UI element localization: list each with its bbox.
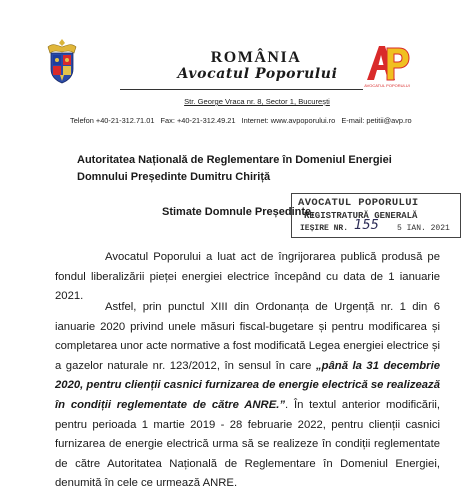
contact-line — [70, 116, 440, 125]
recipient-authority: Autoritatea Națională de Reglementare în Domeniul Energiei — [77, 154, 392, 166]
country-title: ROMÂNIA — [210, 49, 302, 66]
paragraph-2-end: . În textul anterior modificării, pentru perioada 1 martie 2019 - 28 februarie 2022, pentru clienții casnici furnizarea de energie electrică urma să se realizeze în condiții reglementate de către Autoritatea Națională de Reglementare în Domeniul Energiei, denumită în cele ce urmează ANRE. — [55, 398, 441, 490]
stamp-title: AVOCATUL POPORULUI — [298, 197, 419, 209]
fax-number: Fax: +40-21-312.49.21 — [160, 116, 236, 125]
institution-title: Avocatul Poporului — [177, 66, 338, 82]
header-divider — [120, 89, 393, 90]
stamp-date: 5 IAN. 2021 — [397, 224, 450, 233]
stamp-registry: REGISTRATURĂ GENERALĂ — [304, 211, 418, 221]
avp-logo-icon — [363, 40, 411, 90]
romania-coat-of-arms-icon — [46, 37, 78, 85]
stamp-number: 155 — [354, 218, 379, 233]
recipient-person: Domnului Președinte Dumitru Chiriță — [77, 171, 271, 183]
website-link[interactable]: Internet: www.avpoporului.ro — [241, 116, 336, 125]
registry-stamp — [291, 193, 461, 238]
email-link[interactable]: E-mail: petitii@avp.ro — [341, 116, 412, 125]
paragraph-2-start: Astfel, prin punctul XIII din Ordonanța de Urgență nr. 1 din 6 ianuarie 2020 privind unele măsuri fiscal-bugetare și pentru modificarea și completarea unor acte normative a fost modificată Legea energiei electrice și a gazelor naturale nr. 123/2012, în sensul în care — [55, 301, 440, 372]
phone-number: Telefon +40-21-312.71.01 — [70, 116, 155, 125]
paragraph-2-quote: „până la 31 decembrie 2020, pentru clienții casnici furnizarea de energie electrică se realizează în condiții reglementate de către ANRE.” — [55, 359, 440, 411]
paragraph-1-text: Avocatul Poporului a luat act de îngrijorarea publică produsă pe fondul liberalizării pieței energiei electrice începând cu data de 1 ianuarie 2021. — [55, 251, 440, 303]
logo-caption: AVOCATUL POPORULUI — [364, 83, 410, 88]
paragraph-2 — [55, 298, 440, 494]
salutation: Stimate Domnule Președinte, — [162, 206, 315, 218]
institution-address: Str. George Vraca nr. 8, Sector 1, București — [184, 97, 330, 106]
stamp-direction: IEȘIRE NR. — [300, 224, 349, 233]
